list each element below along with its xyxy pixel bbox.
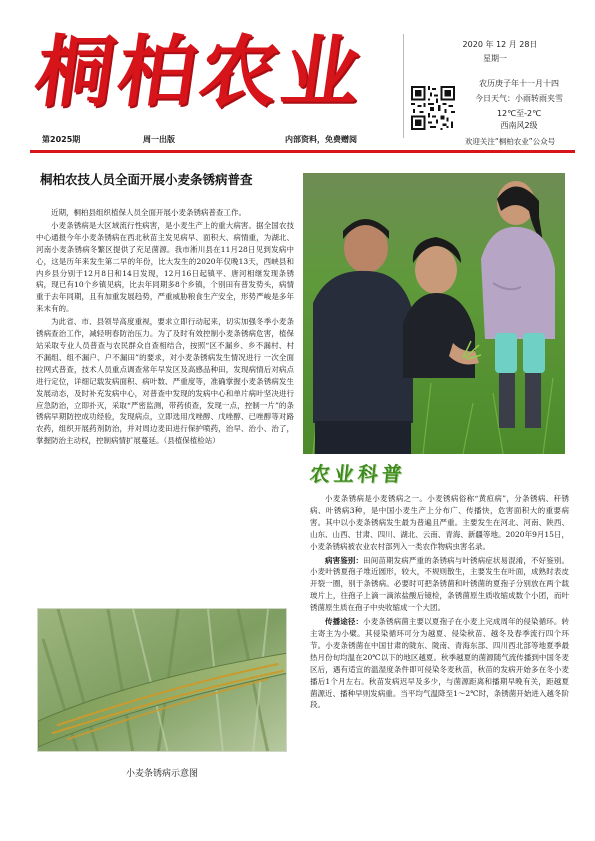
spread-paragraph (310, 616, 569, 711)
weather-text: 今日天气：小雨转雨夹雪 (475, 94, 563, 103)
section-title: 农业科普 (308, 462, 408, 486)
qr-code-icon[interactable] (411, 86, 455, 130)
article-headline: 桐柏农技人员全面开展小麦条锈病普查 (40, 172, 253, 187)
issue-bar (30, 133, 420, 147)
spread-label: 传播途径： (325, 617, 364, 627)
issue-notice: 内部资料，免费赠阅 (285, 135, 357, 144)
wheat-rust-photo (37, 608, 287, 752)
lunar-date: 农历庚子年十一月十四 (479, 79, 559, 88)
inspection-scene-image (303, 173, 565, 454)
issue-number: 第2025期 (42, 135, 81, 144)
follow-notice: 欢迎关注“桐柏农业”公众号 (464, 137, 556, 146)
photo-caption: 小麦条锈病示意图 (125, 769, 198, 779)
article-paragraph: 小麦条锈病是大区域流行性病害，是小麦生产上的重大病害。据全国农技中心通报今年小麦条锈病在西北秋苗主发见病早、面积大、病情重，为湖北、河南小麦条锈病冬繁区提供了充足菌源。我市淅川县在11月28日见到发病中心，这是历年来发生第二早的年份，比大发生的2020年仅晚13天，西峡县和内乡县分别于12月8日和14日发现，12月16日起镇平、唐河相继发现条锈病，现已有10个乡镇见病，比去年同期多8个乡镇，个别田有普发势头，病情重于去年同期，且有加重发展趋势，严重威胁粮食生产安全，形势严峻是多年来未有的。 (36, 220, 294, 314)
damage-paragraph (310, 555, 569, 615)
masthead-rule (30, 150, 575, 153)
right-article-body (310, 493, 569, 713)
masthead-info (410, 38, 580, 66)
damage-text: 田间苗期发病严重的条锈病与叶锈病症状易混淆，不好鉴别。小麦叶锈夏孢子堆近圆形，较大，不规则散生，主要发生在叶面，成熟时表皮开裂一圈，别于条锈病。必要时可把条锈菌和叶锈菌的夏孢子分别放在两个载玻片上，往孢子上滴一滴浓盐酸后镜检，条锈菌原生质收缩成数个小团，而叶锈菌原生质在孢子中央收缩成一个大团。 (310, 555, 570, 613)
spread-text: 小麦条锈病菌主要以夏孢子在小麦上完成周年的侵染循环。转主寄主为小檗。其侵染循环可分为越夏、侵染秋苗、越冬及春季流行四个环节。小麦条锈菌在中国甘肃的陇东、陇南、青海东部、四川西北部等地夏季最热月份旬均温在20℃以下的地区越夏。秋季越夏的菌源随气流传播到中国冬麦区后，遇有适宜的温湿度条件即可侵染冬麦秋苗，秋苗的发病开始多在冬小麦播后1个月左右。秋苗发病迟早及多少，与菌源距离和播期早晚有关，距越夏菌源近、播种早则发病重。当平均气温降至1～2℃时，条锈菌开始进入越冬阶段。 (310, 617, 570, 710)
issue-weekday: 星期一 (483, 54, 507, 63)
masthead-divider (403, 34, 404, 138)
issue-date: 2020 年 12 月 28日 (462, 40, 538, 49)
article-paragraph: 为此省、市、县领导高度重视，要求立即行动起来，切实加强冬季小麦条锈病查治工作，减轻明春防治压力。为了及时有效控制小麦条锈病危害，植保站采取专业人员普查与农民群众自查相结合，按照“区不漏乡、乡不漏村、村不漏组、组不漏户、户不漏田”的要求，对小麦条锈病发生情况进行 一次全面拉网式普查，技术人员重点调查常年早发区及高感品种田，发现病情后对病点进行定位，详细记载发病面积、病叶数、严重度等，准确掌握小麦条锈病发生发展动态，及时补充发病中心，对普查中发现的发病中心和单片病叶坚决进行应急防治，立即扑灭，采取“严密监测，带药侦查，发现一点，控制一片”的条锈病早期防控成功经验，发现病点，立即选用戊唑醇、戊唑醇、已唑醇等对路农药，组织开展药剂防治，并对周边麦田进行保护喷药，治早、治小、治了， 掌握防治主动权，控制病情扩展蔓延。（县植保植检站） (36, 317, 294, 446)
article-paragraph: 近期，桐柏县组织植保人员全面开展小麦条锈病普查工作。 (51, 208, 246, 217)
temperature-range: 12℃至-2℃ (496, 109, 542, 118)
left-article-body (36, 207, 294, 448)
weather-panel (458, 76, 580, 121)
newspaper-title: 桐柏农业 (29, 27, 371, 118)
damage-label: 病害鉴别： (325, 555, 364, 565)
wind-info: 西南风2级 (500, 121, 538, 130)
masthead (0, 0, 595, 150)
field-inspection-photo (303, 173, 565, 454)
wheat-leaf-image (38, 609, 287, 752)
intro-paragraph: 小麦条锈病是小麦锈病之一。小麦锈病俗称“黄疸病”，分条锈病、秆锈病、叶锈病3种，是中国小麦生产上分布广、传播快，危害面积大的重要病害。其中以小麦条锈病发生最为普遍且严重。主要发生在河北、河南、陕西、山东、山西、甘肃、四川、湖北、云南、青海、新疆等地。2020年9月15日，小麦条锈病被农业农村部列入一类农作物病虫害名录。 (310, 494, 569, 551)
issue-frequency: 周一出版 (143, 135, 175, 144)
